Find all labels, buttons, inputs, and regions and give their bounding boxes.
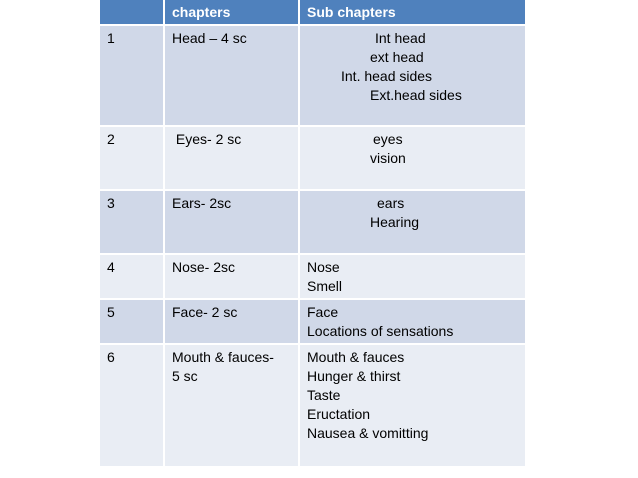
sub-chapter-item: Nausea & vomitting bbox=[307, 425, 429, 441]
row-number: 1 bbox=[107, 30, 115, 46]
sub-chapter-item: Smell bbox=[307, 278, 343, 294]
sub-chapter-item: Ext.head sides bbox=[370, 87, 462, 103]
sub-chapter-item: Mouth & fauces bbox=[307, 349, 405, 365]
sub-chapter-item: Int. head sides bbox=[341, 68, 433, 84]
sub-chapters bbox=[298, 300, 525, 343]
sub-chapter-item: eyes bbox=[373, 131, 403, 147]
table-row bbox=[100, 300, 525, 345]
table-row bbox=[100, 127, 525, 191]
row-number: 4 bbox=[107, 259, 115, 275]
chapter-name: Face- 2 sc bbox=[163, 300, 298, 343]
chapter-name: Eyes- 2 sc bbox=[163, 127, 298, 189]
chapter-name-line: Mouth & fauces- bbox=[172, 349, 274, 365]
table-row bbox=[100, 255, 525, 300]
sub-chapters bbox=[298, 191, 525, 253]
sub-chapter-item: ears bbox=[377, 195, 405, 211]
sub-chapter-item: ext head bbox=[370, 49, 424, 65]
row-number: 3 bbox=[107, 195, 115, 211]
sub-chapter-item: Eructation bbox=[307, 406, 371, 422]
header-chapters: chapters bbox=[163, 0, 298, 24]
sub-chapters bbox=[298, 255, 525, 298]
chapter-name: Ears- 2sc bbox=[163, 191, 298, 253]
sub-chapter-item: Face bbox=[307, 304, 339, 320]
header-number bbox=[100, 0, 163, 24]
chapter-name: Nose- 2sc bbox=[163, 255, 298, 298]
table-header-row bbox=[100, 0, 525, 26]
chapter-name bbox=[163, 345, 298, 466]
chapter-name: Head – 4 sc bbox=[163, 26, 298, 125]
sub-chapter-item: Hunger & thirst bbox=[307, 368, 401, 384]
header-sub-chapters: Sub chapters bbox=[298, 0, 525, 24]
table-row bbox=[100, 191, 525, 255]
sub-chapter-item: Locations of sensations bbox=[307, 323, 454, 339]
sub-chapter-item: vision bbox=[370, 150, 406, 166]
sub-chapter-item: Hearing bbox=[370, 214, 420, 230]
row-number: 6 bbox=[107, 349, 115, 365]
chapters-table bbox=[100, 0, 525, 466]
sub-chapters bbox=[298, 127, 525, 189]
sub-chapter-item: Nose bbox=[307, 259, 340, 275]
row-number: 5 bbox=[107, 304, 115, 320]
table-row bbox=[100, 345, 525, 466]
sub-chapter-item: Int head bbox=[375, 30, 426, 46]
sub-chapter-item: Taste bbox=[307, 387, 341, 403]
table-row bbox=[100, 26, 525, 127]
row-number: 2 bbox=[107, 131, 115, 147]
sub-chapters bbox=[298, 345, 525, 466]
sub-chapters bbox=[298, 26, 525, 125]
chapter-name-line: 5 sc bbox=[172, 368, 198, 384]
